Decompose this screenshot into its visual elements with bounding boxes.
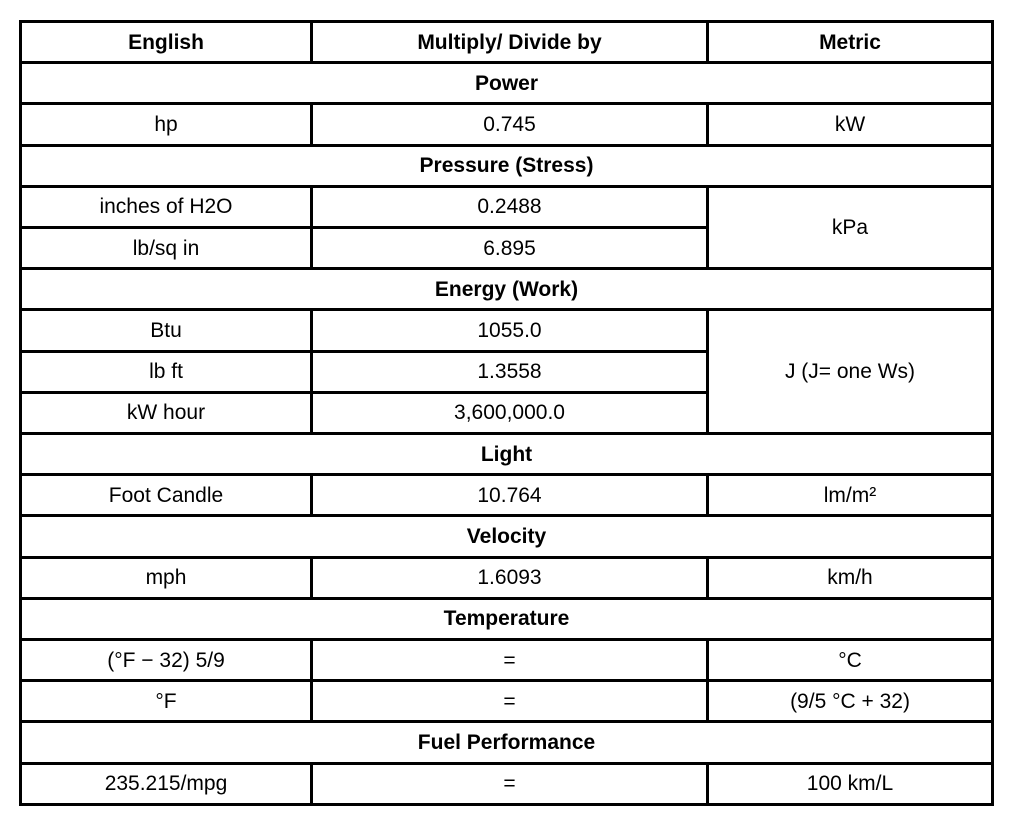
factor-cell: 1055.0 [312,310,708,351]
factor-cell: 3,600,000.0 [312,392,708,433]
header-english: English [21,22,312,63]
header-metric: Metric [708,22,993,63]
section-row-fuel [21,722,993,763]
english-cell: mph [21,557,312,598]
table-row [21,104,993,145]
factor-cell: 0.2488 [312,186,708,227]
english-cell: °F [21,681,312,722]
factor-cell: 1.3558 [312,351,708,392]
english-cell: (°F − 32) 5/9 [21,640,312,681]
english-cell: Btu [21,310,312,351]
factor-cell: = [312,763,708,804]
table-row [21,681,993,722]
table-row [21,640,993,681]
table-row [21,310,993,351]
english-cell: inches of H2O [21,186,312,227]
english-cell: Foot Candle [21,475,312,516]
section-title-light: Light [21,434,993,475]
metric-cell: kW [708,104,993,145]
section-title-power: Power [21,63,993,104]
section-row-velocity [21,516,993,557]
section-title-fuel: Fuel Performance [21,722,993,763]
table-row [21,475,993,516]
metric-cell: km/h [708,557,993,598]
english-cell: lb ft [21,351,312,392]
section-row-power [21,63,993,104]
section-title-temperature: Temperature [21,598,993,639]
factor-cell: 1.6093 [312,557,708,598]
section-row-energy [21,269,993,310]
metric-cell: °C [708,640,993,681]
section-row-pressure [21,145,993,186]
english-cell: kW hour [21,392,312,433]
english-cell: lb/sq in [21,228,312,269]
metric-cell: lm/m² [708,475,993,516]
metric-cell: 100 km/L [708,763,993,804]
factor-cell: = [312,640,708,681]
english-cell: 235.215/mpg [21,763,312,804]
metric-cell: (9/5 °C + 32) [708,681,993,722]
metric-cell: J (J= one Ws) [708,310,993,434]
table-row [21,186,993,227]
factor-cell: 10.764 [312,475,708,516]
factor-cell: 0.745 [312,104,708,145]
section-row-temperature [21,598,993,639]
section-title-pressure: Pressure (Stress) [21,145,993,186]
section-title-velocity: Velocity [21,516,993,557]
table-row [21,763,993,804]
conversion-table [19,20,994,806]
metric-cell: kPa [708,186,993,268]
table-row [21,557,993,598]
header-row [21,22,993,63]
factor-cell: 6.895 [312,228,708,269]
english-cell: hp [21,104,312,145]
factor-cell: = [312,681,708,722]
section-row-light [21,434,993,475]
section-title-energy: Energy (Work) [21,269,993,310]
header-factor: Multiply/ Divide by [312,22,708,63]
